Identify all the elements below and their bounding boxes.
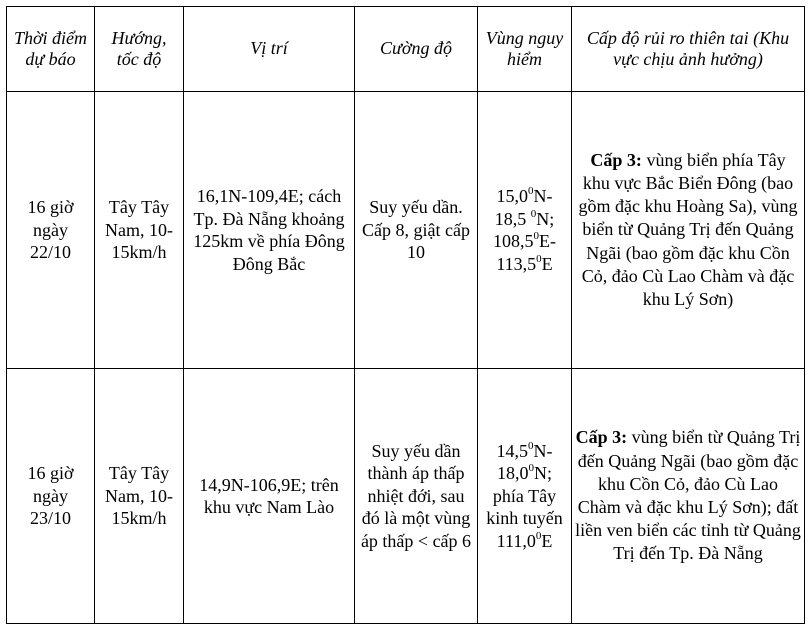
cell-time: 16 giờ ngày 22/10 (7, 92, 95, 369)
cell-time: 16 giờ ngày 23/10 (7, 369, 95, 624)
risk-area-text: vùng biển phía Tây khu vực Bắc Biển Đông (bao gồm đặc khu Hoàng Sa), vùng biển từ Quảng Trị đến Quảng Ngãi (bao gồm đặc khu Cồn Cỏ, đảo Cù Lao Chàm và đặc khu Lý Sơn) (578, 149, 798, 309)
header-direction: Hướng, tốc độ (95, 7, 184, 92)
cell-direction: Tây Tây Nam, 10-15km/h (95, 92, 184, 369)
cell-direction: Tây Tây Nam, 10-15km/h (95, 369, 184, 624)
cell-danger-zone: 15,0$^0$N- 18,5 $^0$N; 108,5$^0$E- 113,5$^0$E (478, 92, 572, 369)
table-row (7, 92, 805, 369)
cell-intensity: Suy yếu dần thành áp thấp nhiệt đới, sau đó là một vùng áp thấp < cấp 6 (355, 369, 478, 624)
header-risk-level: Cấp độ rủi ro thiên tai (Khu vực chịu ảnh hưởng) (572, 7, 805, 92)
header-danger-zone: Vùng nguy hiểm (478, 7, 572, 92)
header-position: Vị trí (184, 7, 355, 92)
cell-risk-area (572, 92, 805, 369)
cell-position: 14,9N-106,9E; trên khu vực Nam Lào (184, 369, 355, 624)
cell-intensity: Suy yếu dần. Cấp 8, giật cấp 10 (355, 92, 478, 369)
risk-area-text: vùng biển từ Quảng Trị đến Quảng Ngãi (bao gồm đặc khu Cồn Cỏ, đảo Cù Lao Chàm và đặc khu Lý Sơn); đất liền ven biển các tỉnh từ Quảng Trị đến Tp. Đà Nẵng (575, 427, 801, 564)
cell-risk-area (572, 369, 805, 624)
table-row (7, 369, 805, 624)
header-row (7, 7, 805, 92)
risk-level-label: Cấp 3: (575, 427, 628, 448)
forecast-table (6, 6, 805, 624)
cell-position: 16,1N-109,4E; cách Tp. Đà Nẵng khoảng 125km về phía Đông Đông Bắc (184, 92, 355, 369)
header-intensity: Cường độ (355, 7, 478, 92)
cell-danger-zone: 14,5$^0$N- 18,0$^0$N; phía Tây kinh tuyến 111,0$^0$E (478, 369, 572, 624)
risk-level-label: Cấp 3: (590, 149, 642, 170)
header-time: Thời điểm dự báo (7, 7, 95, 92)
